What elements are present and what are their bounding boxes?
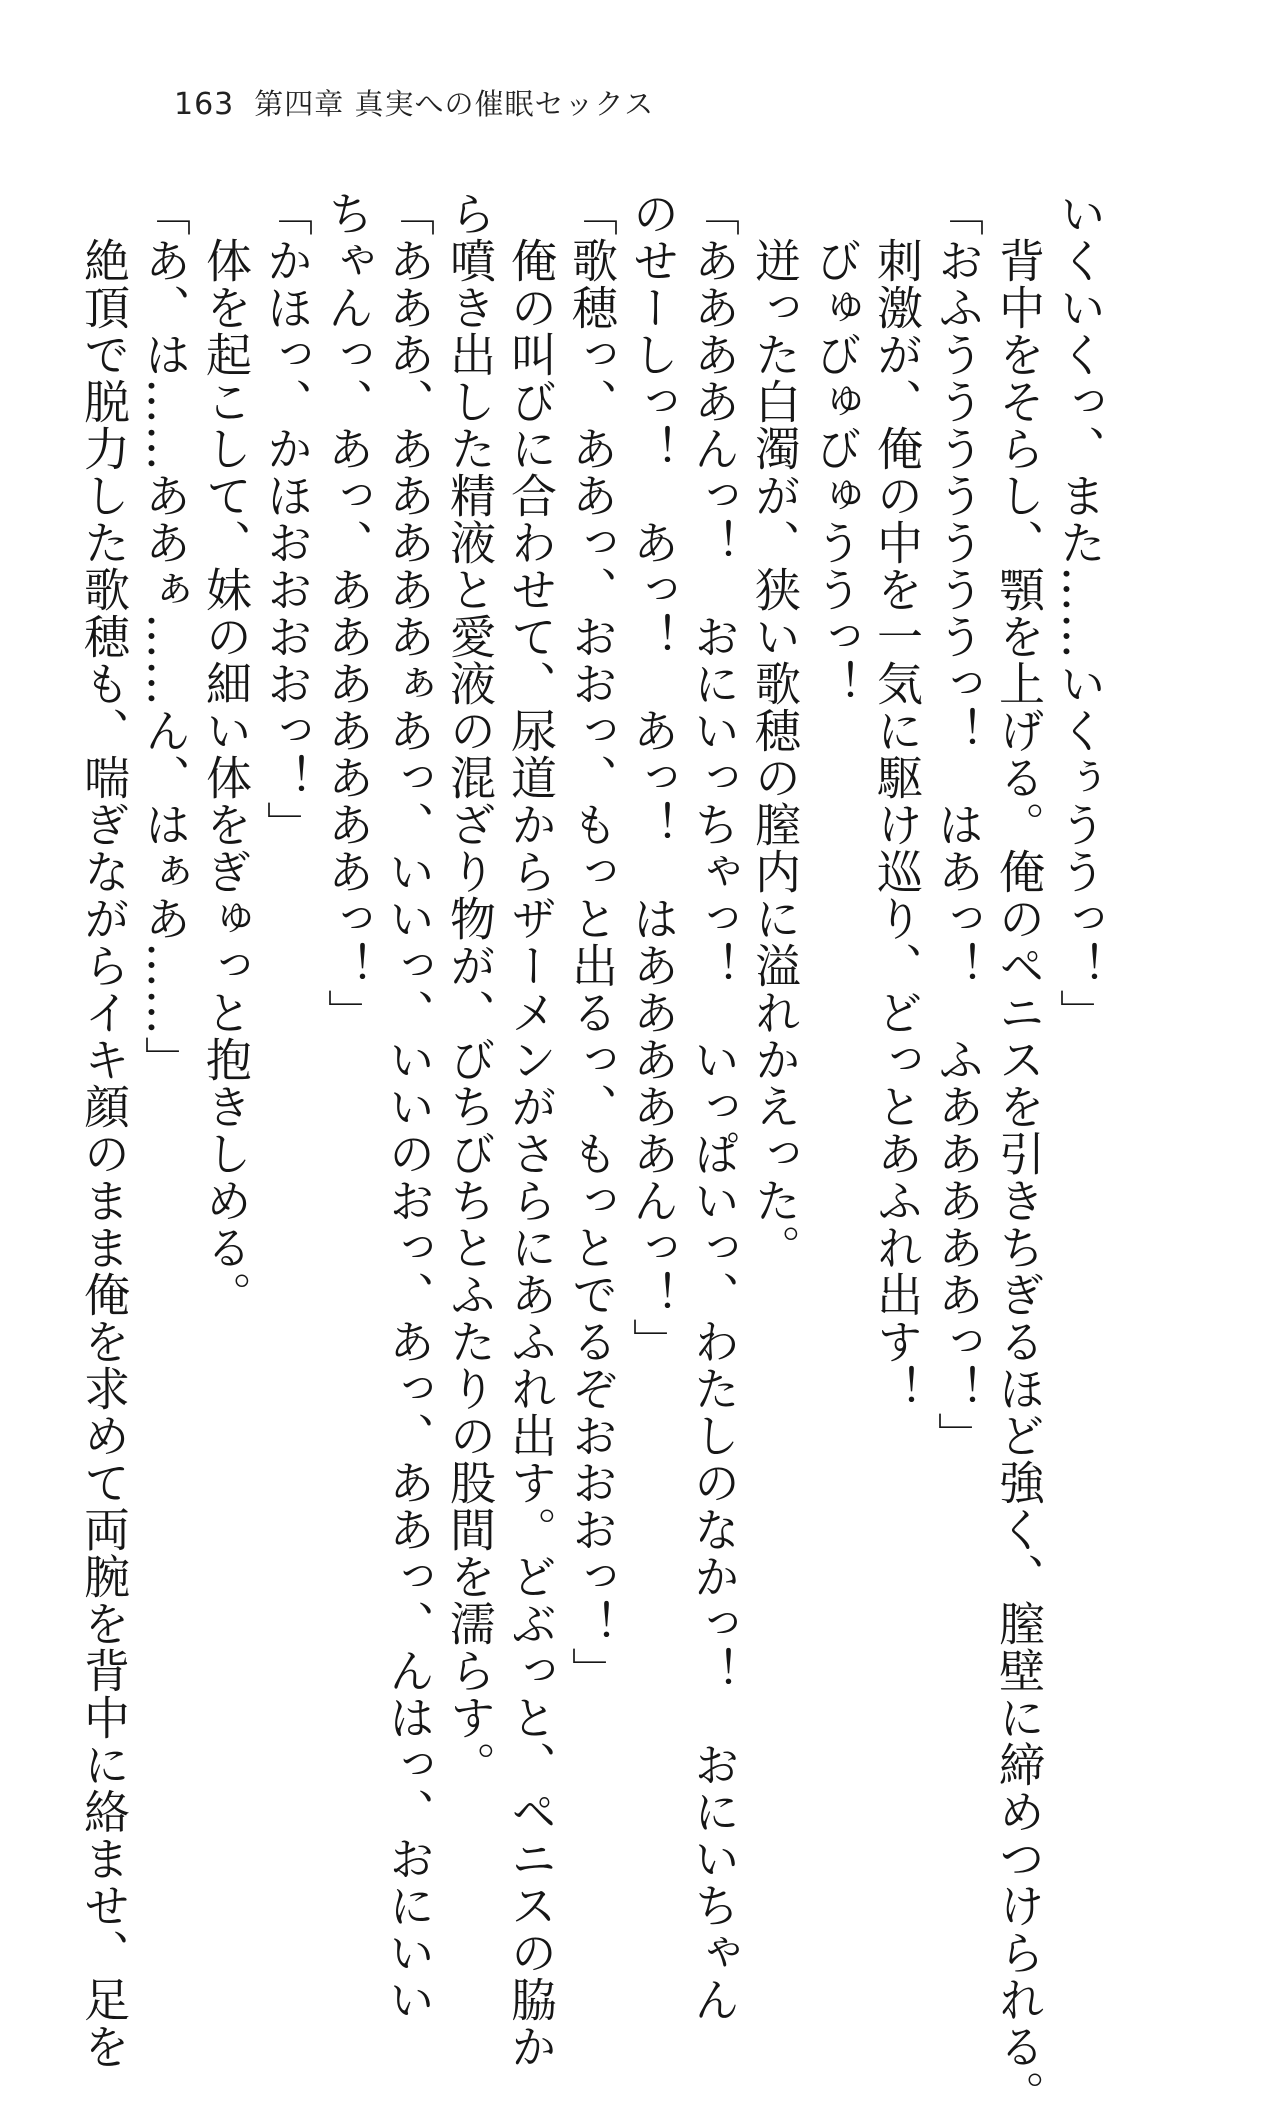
text-line: 「ああああんっ！ おにいっちゃっ！ いっぱいっ、わたしのなかっ！ おにいちゃん bbox=[687, 190, 741, 2023]
text-line: 「歌穂っ、ああっ、おおっ、もっと出るっ、もっとでるぞおおおっ！」 bbox=[565, 190, 619, 1694]
text-line: 背中をそらし、顎を上げる。俺のペニスを引きちぎるほど強く、膣壁に締めつけられる。 bbox=[992, 190, 1046, 2117]
text-line: 「あ、は……ああぁ……ん、はぁあ……」 bbox=[138, 190, 192, 1083]
text-line: びゅびゅびゅううっ！ bbox=[809, 190, 863, 707]
text-line: 「かほっ、かほおおおおっ！」 bbox=[260, 190, 314, 848]
text-line: いくいくっ、また……いくぅううっ！」 bbox=[1053, 190, 1107, 1036]
text-line: のせーしっ！ あっ！ あっ！ はあああああんっ！」 bbox=[626, 190, 680, 1365]
text-line: 俺の叫びに合わせて、尿道からザーメンがさらにあふれ出す。どぶっと、ペニスの脇か bbox=[504, 190, 558, 2070]
text-line: 刺激が、俺の中を一気に駆け巡り、どっとあふれ出す！ bbox=[870, 190, 924, 1412]
text-line: 迸った白濁が、狭い歌穂の膣内に溢れかえった。 bbox=[748, 190, 802, 1271]
text-line: 「あああ、あああああぁあっ、いいっ、いいのおっ、あっ、ああっ、んはっ、おにいい bbox=[382, 190, 436, 2023]
page-number: 163 bbox=[174, 87, 235, 122]
vertical-body-text bbox=[77, 190, 1110, 2117]
text-line: ら噴き出した精液と愛液の混ざり物が、びちびちとふたりの股間を濡らす。 bbox=[443, 190, 497, 1788]
text-line: 絶頂で脱力した歌穂も、喘ぎながらイキ顔のまま俺を求めて両腕を背中に絡ませ、足を bbox=[77, 190, 131, 2070]
running-header bbox=[174, 82, 654, 126]
chapter-title: 第四章 真実への催眠セックス bbox=[254, 87, 655, 121]
text-line: 体を起こして、妹の細い体をぎゅっと抱きしめる。 bbox=[199, 190, 253, 1318]
text-line: 「おふうううううううっ！ はあっ！ ふあああああっ！」 bbox=[931, 190, 985, 1459]
text-line: ちゃんっ、あっ、あああああああっ！」 bbox=[321, 190, 375, 1036]
